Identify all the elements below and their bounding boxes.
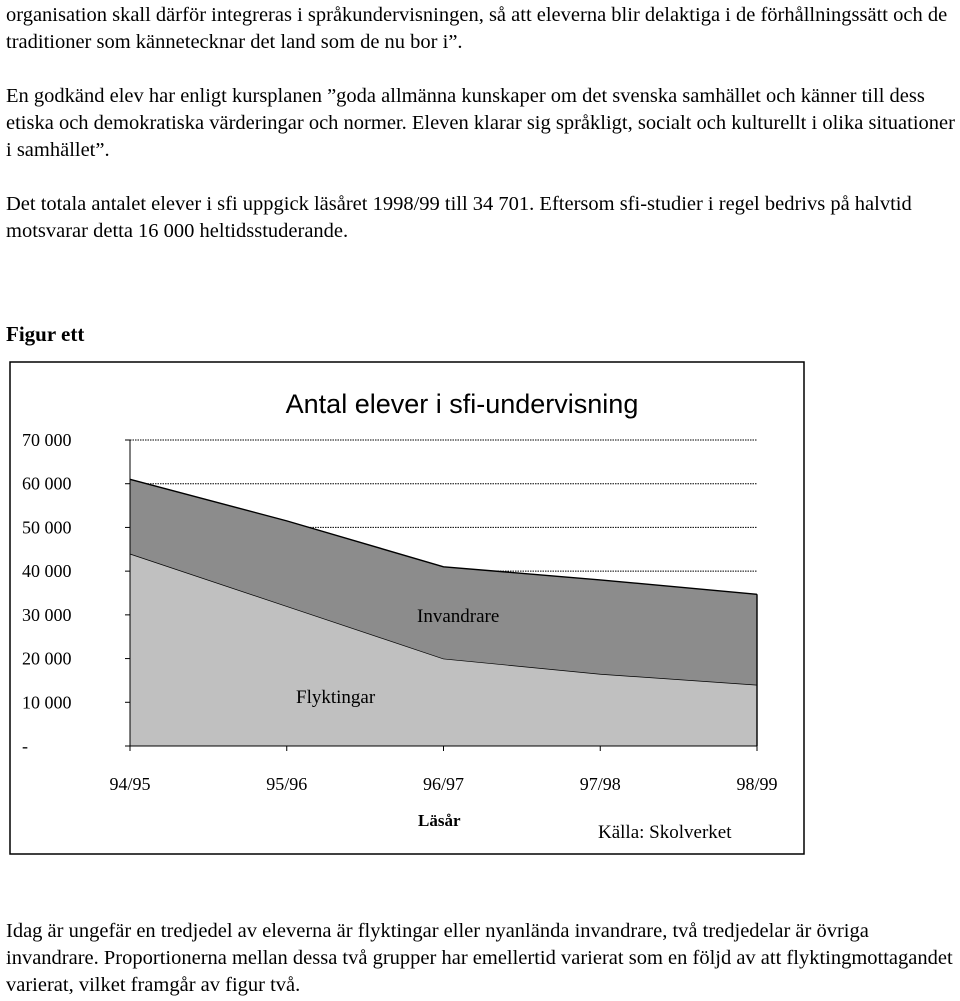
y-tick-label: -	[22, 736, 28, 756]
y-tick-label: 70 000	[22, 430, 72, 450]
x-tick-label: 96/97	[422, 774, 465, 794]
x-tick-label: 95/96	[266, 774, 308, 794]
y-tick-label: 20 000	[22, 648, 72, 669]
x-tick-label: 98/99	[736, 774, 778, 794]
y-tick-label: 40 000	[22, 561, 72, 582]
source-note: Källa: Skolverket	[598, 822, 732, 843]
x-tick-label: 97/98	[579, 774, 621, 794]
paragraph-antal-elever: Det totala antalet elever i sfi uppgick läsåret 1998/99 till 34 701. Eftersom sfi-studier i regel bedrivs på halvtid motsvarar detta 16 000 heltidsstuderande.	[6, 193, 912, 242]
y-tick-label: 50 000	[22, 517, 72, 538]
series-label-flyktingar: Flyktingar	[296, 687, 376, 708]
series-label-invandrare: Invandrare	[417, 606, 500, 627]
paragraph-kursplan: En godkänd elev har enligt kursplanen ”goda allmänna kunskaper om det svenska samhället och känner till dess etiska och demokratiska värderingar och normer. Eleven klarar sig språkligt, socialt och kulturellt i olika situationer i samhället”.	[6, 85, 955, 161]
figure-caption: Figur ett	[6, 322, 85, 346]
y-tick-label: 10 000	[22, 692, 72, 713]
paragraph-intro: organisation skall därför integreras i språkundervisningen, så att eleverna blir delaktiga i de förhållningssätt och de traditioner som kännetecknar det land som de nu bor i”.	[6, 4, 948, 53]
chart-title: Antal elever i sfi-undervisning	[285, 389, 639, 419]
y-tick-label: 30 000	[22, 604, 72, 625]
x-axis-label: Läsår	[418, 811, 461, 830]
paragraph-proportioner: Idag är ungefär en tredjedel av eleverna är flyktingar eller nyanlända invandrare, två tredjedelar är övriga invandrare. Proportionerna mellan dessa två grupper har emellertid varierat som en följd av att flyktingmottagandet varierat, vilket framgår av figur två.	[6, 920, 953, 996]
y-tick-label: 60 000	[22, 473, 72, 494]
x-tick-label: 94/95	[109, 774, 151, 794]
